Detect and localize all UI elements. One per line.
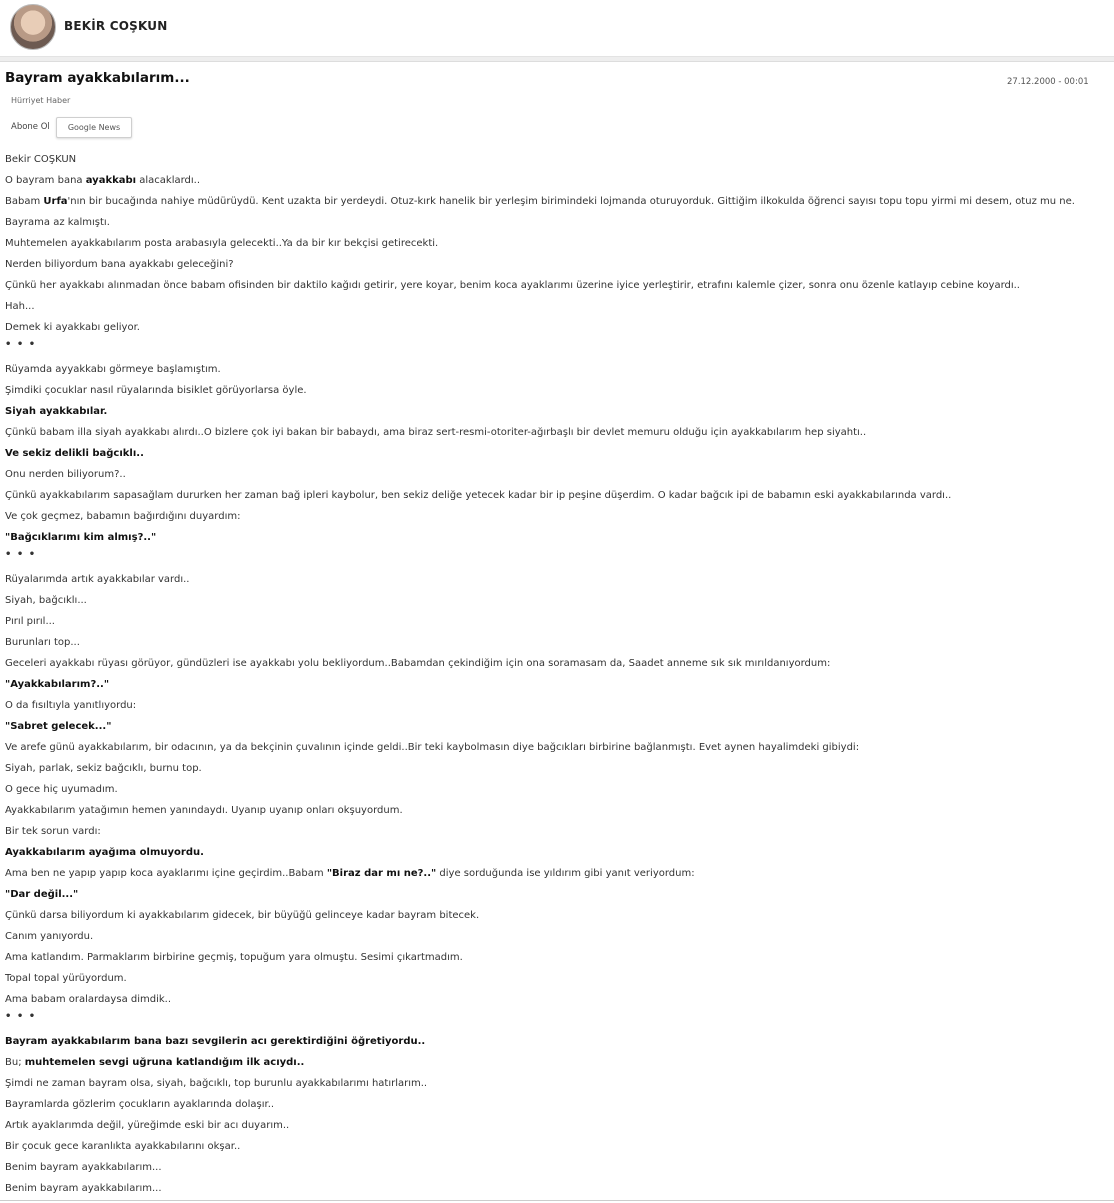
article-paragraph: Bu; muhtemelen sevgi uğruna katlandığım ilk acıydı.. [5, 1057, 305, 1068]
section-separator: • • • [5, 1011, 37, 1022]
article-paragraph: O bayram bana ayakkabı alacaklardı.. [5, 175, 201, 186]
article-paragraph: Ve çok geçmez, babamın bağırdığını duyardım: [5, 511, 241, 522]
article-paragraph: Çünkü darsa biliyordum ki ayakkabılarım gidecek, bir büyüğü gelinceye kadar bayram bitecek. [5, 910, 480, 921]
article-paragraph: Rüyalarımda artık ayakkabılar vardı.. [5, 574, 190, 585]
article-title-row [0, 62, 1114, 90]
article-paragraph: Benim bayram ayakkabılarım... [5, 1162, 162, 1173]
article-paragraph: Demek ki ayakkabı geliyor. [5, 322, 140, 333]
article-paragraph: Canım yanıyordu. [5, 931, 94, 942]
article-paragraph: Artık ayaklarımda değil, yüreğimde eski bir acı duyarım.. [5, 1120, 290, 1131]
article-paragraph: Ve arefe günü ayakkabılarım, bir odacının, ya da bekçinin çuvalının içinde geldi..Bir teki kaybolmasın diye bağcıkları birbirine bağlanmıştı. Evet aynen hayalimdeki gibiydi: [5, 742, 860, 753]
article-paragraph: Çünkü her ayakkabı alınmadan önce babam ofisinden bir daktilo kağıdı getirir, yere koyar, benim koca ayaklarımı üzerine iyice yerleştirir, etrafını kalemle çizer, sonra onu özenle katlayıp cebine koyardı.. [5, 280, 1020, 291]
article-paragraph: Bayrama az kalmıştı. [5, 217, 110, 228]
article-date: 27.12.2000 - 00:01 [1007, 77, 1089, 87]
bold-text: Siyah ayakkabılar. [5, 406, 108, 417]
article-paragraph: Siyah, bağcıklı... [5, 595, 87, 606]
article-title: Bayram ayakkabılarım... [5, 70, 190, 86]
bold-text: "Sabret gelecek..." [5, 721, 112, 732]
article-paragraph [5, 527, 1105, 548]
article-paragraph: Geceleri ayakkabı rüyası görüyor, gündüzleri ise ayakkabı yolu bekliyordum..Babamdan çekindiğim için ona soramasam da, Saadet anneme sık sık mırıldanıyordum: [5, 658, 831, 669]
article-paragraph: Ama ben ne yapıp yapıp koca ayaklarımı içine geçirdim..Babam "Biraz dar mı ne?.." diye sorduğunda ise yıldırım gibi yanıt veriyordum: [5, 868, 695, 879]
article-paragraph: O gece hiç uyumadım. [5, 784, 118, 795]
bold-text: Ve sekiz delikli bağcıklı.. [5, 448, 144, 459]
article-paragraph: Benim bayram ayakkabılarım... [5, 1183, 162, 1194]
article-paragraph: O da fısıltıyla yanıtlıyordu: [5, 700, 137, 711]
article-paragraph: Bekir COŞKUN [5, 154, 77, 165]
article-paragraph: Bayramlarda gözlerim çocukların ayaklarında dolaşır.. [5, 1099, 275, 1110]
article-paragraph: Şimdi ne zaman bayram olsa, siyah, bağcıklı, top burunlu ayakkabılarımı hatırlarım.. [5, 1078, 428, 1089]
article-body [5, 149, 1105, 1199]
bold-text: "Biraz dar mı ne?.." [326, 868, 437, 879]
article-paragraph [5, 716, 1105, 737]
google-news-label: Google News [67, 123, 121, 132]
article-paragraph: Ama babam oralardaysa dimdik.. [5, 994, 172, 1005]
article-paragraph [5, 842, 1105, 863]
bold-text: Bayram ayakkabılarım bana bazı sevgilerin acı gerektirdiğini öğretiyordu.. [5, 1036, 426, 1047]
author-name[interactable]: BEKİR COŞKUN [64, 19, 168, 33]
article-paragraph [5, 401, 1105, 422]
article-paragraph: Burunları top... [5, 637, 80, 648]
author-avatar[interactable] [10, 4, 56, 50]
article-paragraph: Şimdiki çocuklar nasıl rüyalarında bisiklet görüyorlarsa öyle. [5, 385, 307, 396]
article-paragraph: Nerden biliyordum bana ayakkabı geleceğini? [5, 259, 234, 270]
bold-text: Urfa [43, 196, 68, 207]
bold-text: "Ayakkabılarım?.." [5, 679, 110, 690]
article-paragraph: Topal topal yürüyordum. [5, 973, 127, 984]
follow-label: Abone Ol [11, 122, 50, 132]
article-paragraph [5, 443, 1105, 464]
section-separator: • • • [5, 339, 37, 350]
bold-text: Ayakkabılarım ayağıma olmuyordu. [5, 847, 204, 858]
article-paragraph: Babam Urfa'nın bir bucağında nahiye müdürüydü. Kent uzakta bir yerdeydi. Otuz-kırk hanelik bir yerleşim birimindeki lojmanda oturuyorduk. Gittiğim ilkokulda öğrenci sayısı topu topu yirmi mi desem, otuz mu ne. [5, 196, 1075, 207]
article-paragraph: Bir çocuk gece karanlıkta ayakkabılarını okşar.. [5, 1141, 241, 1152]
article-paragraph: Pırıl pırıl... [5, 616, 55, 627]
article-paragraph [5, 1031, 1105, 1052]
article-paragraph: Çünkü ayakkabılarım sapasağlam dururken her zaman bağ ipleri kaybolur, ben sekiz deliğe yetecek kadar bir ip peşine düşerdim. O kadar bağcık ipi de babamın eski ayakkabılarında vardı.. [5, 490, 952, 501]
bold-text: "Dar değil..." [5, 889, 79, 900]
article-paragraph: Hah... [5, 301, 35, 312]
article-paragraph: Onu nerden biliyorum?.. [5, 469, 126, 480]
article-paragraph: Ama katlandım. Parmaklarım birbirine geçmiş, topuğum yara olmuştu. Sesimi çıkartmadım. [5, 952, 463, 963]
bold-text: "Bağcıklarımı kim almış?.." [5, 532, 157, 543]
site-header [0, 0, 1114, 57]
article-paragraph: Ayakkabılarım yatağımın hemen yanındaydı. Uyanıp uyanıp onları okşuyordum. [5, 805, 403, 816]
google-news-button[interactable] [56, 117, 132, 138]
article-paragraph [5, 884, 1105, 905]
section-separator: • • • [5, 549, 37, 560]
article-paragraph: Muhtemelen ayakkabılarım posta arabasıyla gelecekti..Ya da bir kır bekçisi getirecekti. [5, 238, 439, 249]
bold-text: muhtemelen sevgi uğruna katlandığım ilk acıydı.. [24, 1057, 305, 1068]
article-paragraph: Bir tek sorun vardı: [5, 826, 101, 837]
article-source: Hürriyet Haber [11, 96, 71, 105]
article-paragraph: Çünkü babam illa siyah ayakkabı alırdı..O bizlere çok iyi bakan bir babaydı, ama biraz sert-resmi-otoriter-ağırbaşlı bir devlet memuru olduğu için ayakkabılarım hep siyahtı.. [5, 427, 867, 438]
article-paragraph [5, 674, 1105, 695]
bottom-divider [0, 1200, 1114, 1201]
article-paragraph: Siyah, parlak, sekiz bağcıklı, burnu top. [5, 763, 202, 774]
article-paragraph: Rüyamda ayyakkabı görmeye başlamıştım. [5, 364, 221, 375]
bold-text: ayakkabı [85, 175, 137, 186]
